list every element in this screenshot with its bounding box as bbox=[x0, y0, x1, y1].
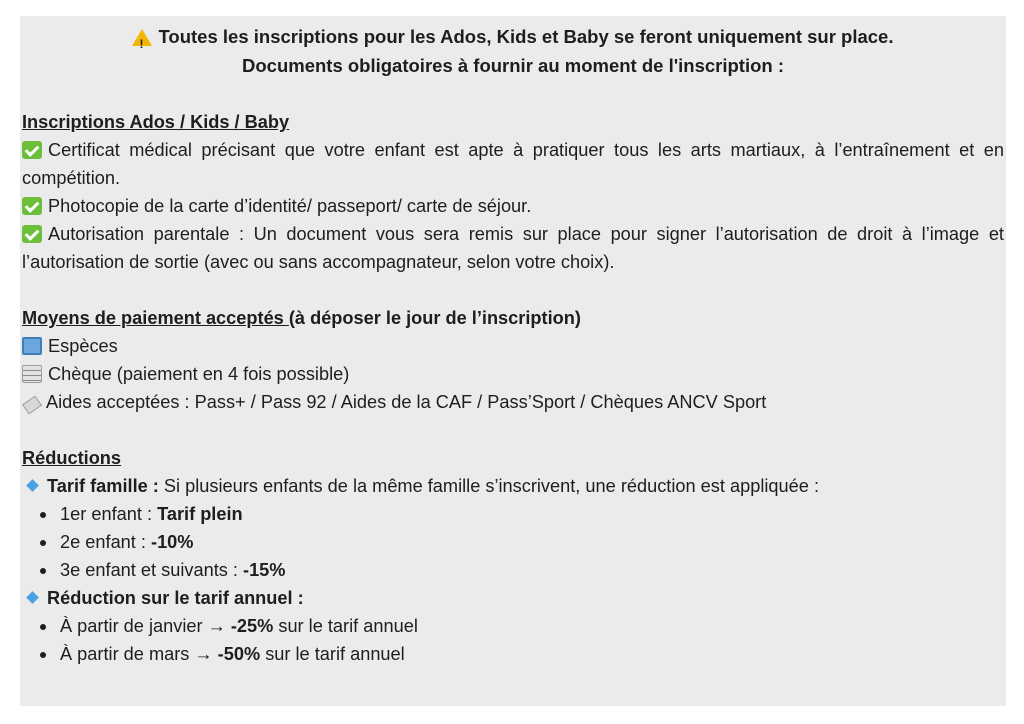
payment-item: Aides acceptées : Pass+ / Pass 92 / Aides de la CAF / Pass’Sport / Chèques ANCV Sport bbox=[22, 388, 1004, 416]
diamond-icon bbox=[26, 591, 39, 604]
list-item: 1er enfant : Tarif plein bbox=[22, 500, 1004, 528]
paiement-title: Moyens de paiement acceptés (à déposer le jour de l’inscription) bbox=[22, 308, 581, 328]
header-line-1: !Toutes les inscriptions pour les Ados, Kids et Baby se feront uniquement sur place. bbox=[22, 22, 1004, 51]
payment-item: Chèque (paiement en 4 fois possible) bbox=[22, 360, 1004, 388]
inscriptions-section bbox=[22, 108, 1004, 276]
inscriptions-title: Inscriptions Ados / Kids / Baby bbox=[22, 112, 290, 132]
warning-icon bbox=[132, 29, 152, 46]
payment-item: Espèces bbox=[22, 332, 1004, 360]
reductions-section bbox=[22, 444, 1004, 668]
document-icon bbox=[22, 365, 42, 383]
check-icon bbox=[22, 197, 42, 215]
check-icon bbox=[22, 141, 42, 159]
inscription-item: Certificat médical précisant que votre enfant est apte à pratiquer tous les arts martiaux, à l’entraînement et en compétition. bbox=[22, 140, 1004, 188]
check-icon bbox=[22, 225, 42, 243]
list-item: À partir de mars → -50% sur le tarif annuel bbox=[22, 640, 1004, 668]
tarif-famille: Tarif famille : Si plusieurs enfants de la même famille s’inscrivent, une réduction est appliquée : bbox=[22, 472, 1004, 500]
banknote-icon bbox=[22, 337, 42, 355]
diamond-icon bbox=[26, 479, 39, 492]
reductions-title: Réductions bbox=[22, 448, 122, 468]
info-card bbox=[20, 16, 1006, 706]
paiement-section bbox=[22, 304, 1004, 416]
ticket-icon bbox=[22, 395, 42, 414]
list-item: À partir de janvier → -25% sur le tarif annuel bbox=[22, 612, 1004, 640]
header bbox=[22, 22, 1004, 80]
inscription-item: Autorisation parentale : Un document vous sera remis sur place pour signer l’autorisation de droit à l’image et l’autorisation de sortie (avec ou sans accompagnateur, selon votre choix). bbox=[22, 224, 1004, 272]
tarif-annuel: Réduction sur le tarif annuel : bbox=[22, 584, 1004, 612]
inscription-item: Photocopie de la carte d’identité/ passeport/ carte de séjour. bbox=[22, 192, 1004, 220]
list-item: 3e enfant et suivants : -15% bbox=[22, 556, 1004, 584]
list-item: 2e enfant : -10% bbox=[22, 528, 1004, 556]
header-line-2: Documents obligatoires à fournir au moment de l'inscription : bbox=[242, 55, 784, 76]
